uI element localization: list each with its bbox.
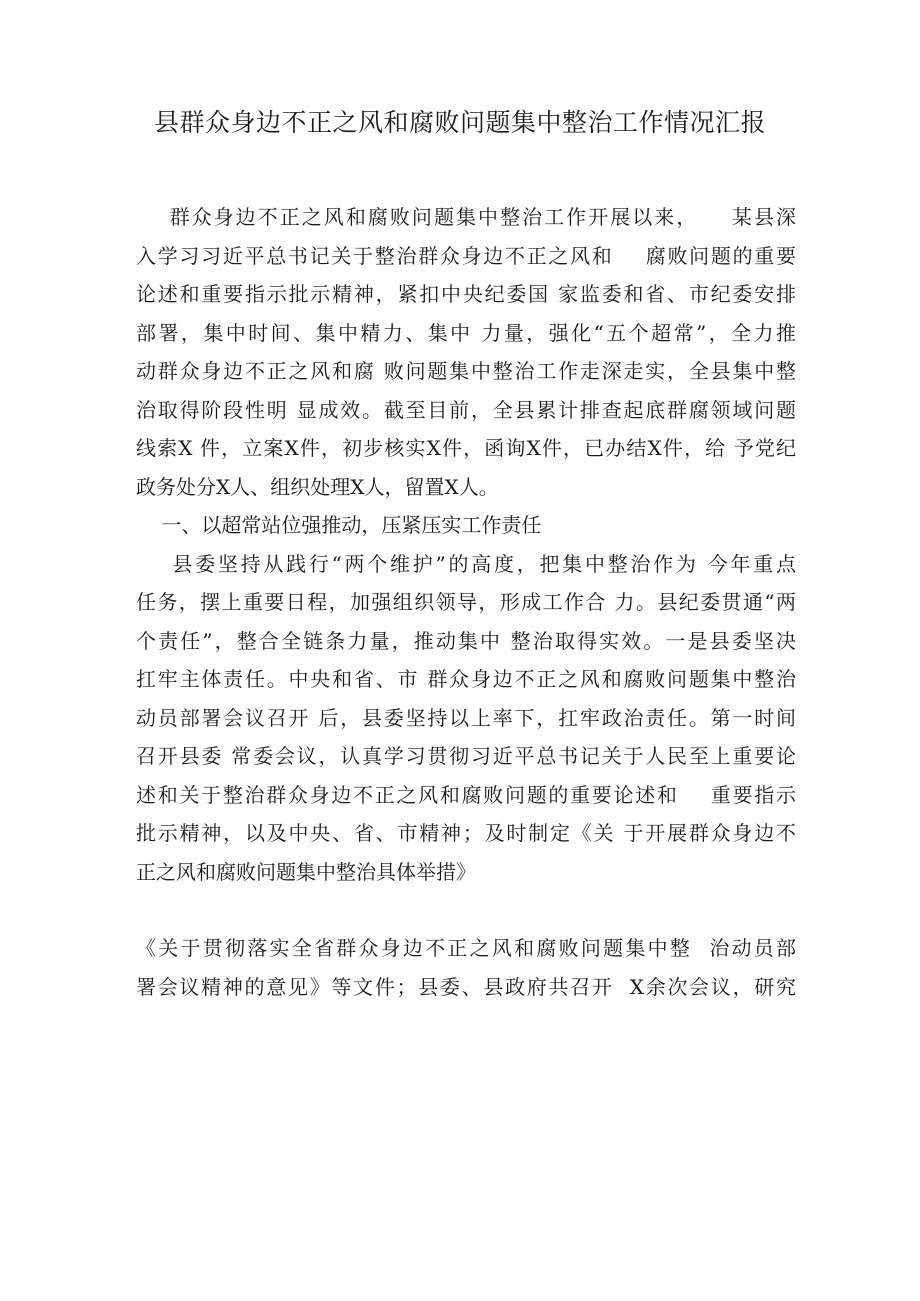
paragraph-continuation — [136, 929, 796, 1006]
section-heading — [136, 506, 796, 545]
paragraph-intro — [136, 198, 796, 506]
text-line: 署会议精神的意见》等文件；县委、县政府共召开 X余次会议，研究 — [136, 974, 796, 999]
paragraph-gap — [136, 891, 796, 929]
text-line: 政务处分X人、组织处理X人，留置X人。 — [136, 474, 499, 499]
section-heading-text: 一、以超常站位强推动，压紧压实工作责任 — [136, 513, 542, 537]
text-line: 动群众身边不正之风和腐 败问题集中整治工作走深走实，全县集中整 — [136, 359, 796, 383]
text-line: 述和关于整治群众身边不正之风和腐败问题的重要论述和 重要指示 — [136, 782, 796, 807]
text-line: 个责任”，整合全链条力量，推动集中 整治取得实效。一是县委坚决 — [136, 628, 796, 653]
text-line: 入学习习近平总书记关于整治群众身边不正之风和 腐败问题的重要 — [136, 243, 796, 268]
text-line: 县委坚持从践行“两个维护”的高度，把集中整治作为 今年重点 — [136, 551, 796, 576]
text-line: 批示精神，以及中央、省、市精神；及时制定《关 于开展群众身边不 — [136, 821, 796, 845]
text-line: 动员部署会议召开 后，县委坚持以上率下，扛牢政治责任。第一时间 — [136, 705, 796, 730]
text-line: 治取得阶段性明 显成效。截至目前，全县累计排查起底群腐领域问题 — [136, 397, 796, 422]
text-line: 召开县委 常委会议，认真学习贯彻习近平总书记关于人民至上重要论 — [136, 744, 796, 768]
text-line: 线索X 件，立案X件，初步核实X件，函询X件，已办结X件，给 予党纪 — [136, 436, 796, 460]
text-line: 任务，摆上重要日程，加强组织领导，形成工作合 力。县纪委贯通“两 — [136, 590, 796, 614]
paragraph-section-one — [136, 545, 796, 892]
text-line: 《关于贯彻落实全省群众身边不正之风和腐败问题集中整 治动员部 — [136, 936, 796, 960]
document-body — [136, 198, 796, 1006]
document-title: 县群众身边不正之风和腐败问题集中整治工作情况汇报 — [153, 108, 766, 137]
text-line: 部署，集中时间、集中精力、集中 力量，强化“五个超常”，全力推 — [136, 320, 796, 345]
text-line: 正之风和腐败问题集中整治具体举措》 — [136, 859, 476, 884]
text-line: 群众身边不正之风和腐败问题集中整治工作开展以来， 某县深 — [136, 205, 796, 229]
text-line: 扛牢主体责任。中央和省、市 群众身边不正之风和腐败问题集中整治 — [136, 667, 796, 691]
text-line: 论述和重要指示批示精神，紧扣中央纪委国 家监委和省、市纪委安排 — [136, 282, 796, 306]
